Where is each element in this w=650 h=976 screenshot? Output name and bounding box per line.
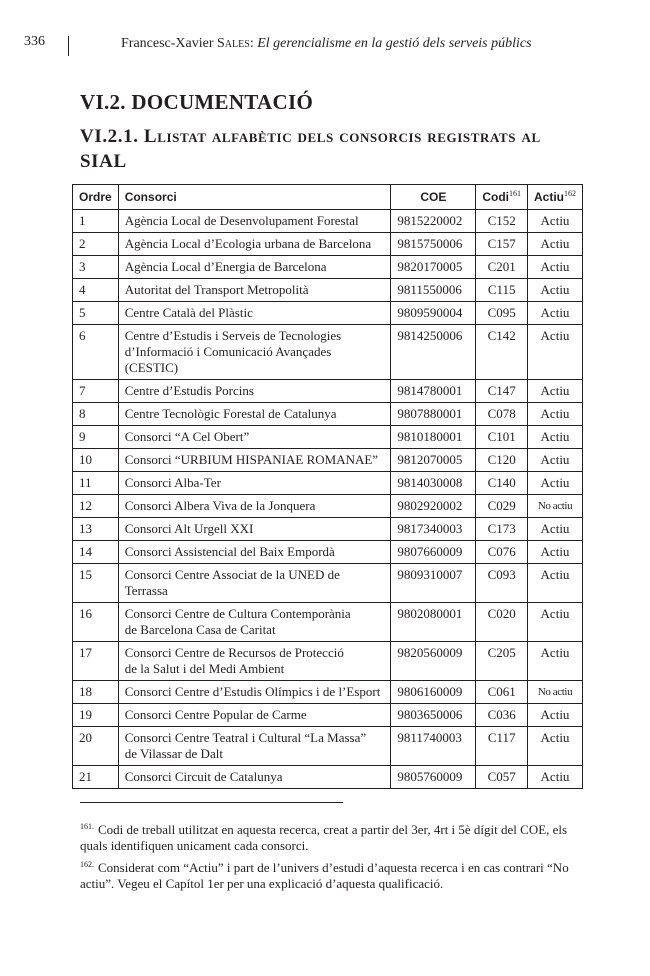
consorci-name-line-1: Agència Local d’Energia de Barcelona bbox=[124, 259, 327, 274]
table-row bbox=[73, 279, 583, 302]
cell-ordre: 3 bbox=[73, 256, 119, 279]
cell-ordre: 11 bbox=[73, 472, 119, 495]
cell-codi: C142 bbox=[476, 325, 528, 380]
book-title: El gerencialisme en la gestió dels serveis públics bbox=[257, 36, 532, 51]
cell-consorci bbox=[118, 256, 391, 279]
author-first-name: Francesc-Xavier bbox=[121, 36, 218, 51]
footnote-text: Considerat com “Actiu” i part de l’univers d’estudi d’aquesta recerca i en cas contrari “No actiu”. Vegeu el Capítol 1er per una explicació d’aquesta qualificació. bbox=[80, 860, 569, 891]
cell-consorci bbox=[118, 449, 391, 472]
running-head bbox=[121, 36, 532, 52]
footnote-162 bbox=[80, 860, 580, 892]
cell-coe: 9809310007 bbox=[391, 564, 476, 603]
cell-coe: 9809590004 bbox=[391, 302, 476, 325]
table-row bbox=[73, 495, 583, 518]
cell-codi: C057 bbox=[476, 766, 528, 789]
cell-consorci bbox=[118, 541, 391, 564]
cell-actiu: Actiu bbox=[528, 518, 583, 541]
consorci-name-line-1: Consorci Centre Popular de Carme bbox=[124, 707, 307, 722]
consorci-name-line-1: Consorci Centre de Cultura Contemporània bbox=[124, 606, 351, 621]
table-row bbox=[73, 704, 583, 727]
consorci-name-line-1: Consorci Alba-Ter bbox=[124, 475, 221, 490]
table-row bbox=[73, 426, 583, 449]
cell-coe: 9802080001 bbox=[391, 603, 476, 642]
cell-consorci bbox=[118, 302, 391, 325]
cell-actiu: Actiu bbox=[528, 472, 583, 495]
cell-actiu: Actiu bbox=[528, 233, 583, 256]
cell-actiu: Actiu bbox=[528, 380, 583, 403]
cell-actiu: Actiu bbox=[528, 256, 583, 279]
table-row bbox=[73, 472, 583, 495]
page-number: 336 bbox=[24, 34, 45, 49]
cell-codi: C120 bbox=[476, 449, 528, 472]
cell-actiu: Actiu bbox=[528, 403, 583, 426]
cell-actiu: Actiu bbox=[528, 541, 583, 564]
cell-coe: 9814030008 bbox=[391, 472, 476, 495]
cell-consorci bbox=[118, 603, 391, 642]
consorci-name-line-1: Consorci Circuit de Catalunya bbox=[124, 769, 283, 784]
cell-coe: 9802920002 bbox=[391, 495, 476, 518]
cell-actiu: Actiu bbox=[528, 279, 583, 302]
header-coe: COE bbox=[391, 185, 476, 210]
cell-ordre: 6 bbox=[73, 325, 119, 380]
cell-coe: 9811740003 bbox=[391, 727, 476, 766]
header-actiu-label: Actiu bbox=[534, 190, 564, 204]
cell-codi: C205 bbox=[476, 642, 528, 681]
table-row bbox=[73, 518, 583, 541]
cell-codi: C117 bbox=[476, 727, 528, 766]
cell-ordre: 20 bbox=[73, 727, 119, 766]
consorci-name-line-1: Autoritat del Transport Metropolità bbox=[124, 282, 309, 297]
cell-coe: 9807880001 bbox=[391, 403, 476, 426]
cell-actiu: No actiu bbox=[528, 495, 583, 518]
cell-coe: 9803650006 bbox=[391, 704, 476, 727]
cell-ordre: 17 bbox=[73, 642, 119, 681]
header-divider bbox=[68, 36, 70, 56]
cell-coe: 9812070005 bbox=[391, 449, 476, 472]
cell-codi: C152 bbox=[476, 210, 528, 233]
cell-consorci bbox=[118, 233, 391, 256]
table-row bbox=[73, 766, 583, 789]
cell-ordre: 1 bbox=[73, 210, 119, 233]
consorci-name-line-1: Centre d’Estudis i Serveis de Tecnologies bbox=[124, 328, 342, 343]
cell-ordre: 8 bbox=[73, 403, 119, 426]
cell-codi: C173 bbox=[476, 518, 528, 541]
cell-consorci bbox=[118, 403, 391, 426]
cell-coe: 9805760009 bbox=[391, 766, 476, 789]
table-row bbox=[73, 325, 583, 380]
cell-codi: C078 bbox=[476, 403, 528, 426]
consorci-name-line-1: Consorci Centre Associat de la UNED de Terrassa bbox=[124, 567, 340, 598]
table-row bbox=[73, 564, 583, 603]
consorci-name-line-1: Consorci Assistencial del Baix Empordà bbox=[124, 544, 335, 559]
footnote-number: 161. bbox=[80, 821, 94, 831]
cell-consorci bbox=[118, 727, 391, 766]
cell-actiu: Actiu bbox=[528, 642, 583, 681]
cell-ordre: 21 bbox=[73, 766, 119, 789]
cell-codi: C147 bbox=[476, 380, 528, 403]
consorci-name-line-2: de la Salut i del Medi Ambient bbox=[124, 661, 285, 676]
cell-coe: 9820560009 bbox=[391, 642, 476, 681]
cell-consorci bbox=[118, 681, 391, 704]
cell-coe: 9807660009 bbox=[391, 541, 476, 564]
section-title: VI.2. DOCUMENTACIÓ bbox=[80, 90, 314, 114]
table-row bbox=[73, 449, 583, 472]
cell-ordre: 19 bbox=[73, 704, 119, 727]
cell-ordre: 4 bbox=[73, 279, 119, 302]
cell-codi: C157 bbox=[476, 233, 528, 256]
cell-actiu: Actiu bbox=[528, 564, 583, 603]
cell-actiu: Actiu bbox=[528, 766, 583, 789]
subsection-title bbox=[80, 124, 550, 174]
table-row bbox=[73, 210, 583, 233]
footnote-divider bbox=[80, 802, 343, 803]
cell-codi: C020 bbox=[476, 603, 528, 642]
consorci-name-line-1: Consorci Alt Urgell XXI bbox=[124, 521, 254, 536]
cell-coe: 9810180001 bbox=[391, 426, 476, 449]
footnote-ref-161[interactable]: 161 bbox=[509, 189, 521, 198]
cell-actiu: Actiu bbox=[528, 210, 583, 233]
cell-coe: 9811550006 bbox=[391, 279, 476, 302]
header-codi bbox=[476, 185, 528, 210]
cell-consorci bbox=[118, 704, 391, 727]
cell-codi: C029 bbox=[476, 495, 528, 518]
consorci-name-line-2: d’Informació i Comunicació Avançades (CESTIC) bbox=[124, 344, 332, 375]
cell-actiu: Actiu bbox=[528, 704, 583, 727]
footnote-number: 162. bbox=[80, 859, 94, 869]
cell-ordre: 13 bbox=[73, 518, 119, 541]
consorci-name-line-1: Consorci Centre de Recursos de Protecció bbox=[124, 645, 344, 660]
cell-codi: C115 bbox=[476, 279, 528, 302]
table-row bbox=[73, 541, 583, 564]
subsection-title-text: VI.2.1. Llistat alfabètic dels consorcis registrats al SIAL bbox=[80, 126, 541, 172]
table-row bbox=[73, 642, 583, 681]
consortia-table bbox=[72, 184, 583, 789]
cell-ordre: 7 bbox=[73, 380, 119, 403]
table-row bbox=[73, 302, 583, 325]
table-row bbox=[73, 727, 583, 766]
cell-ordre: 5 bbox=[73, 302, 119, 325]
cell-coe: 9814250006 bbox=[391, 325, 476, 380]
cell-consorci bbox=[118, 380, 391, 403]
cell-actiu: Actiu bbox=[528, 426, 583, 449]
consorci-name-line-1: Consorci Centre Teatral i Cultural “La Massa” bbox=[124, 730, 367, 745]
cell-actiu: Actiu bbox=[528, 727, 583, 766]
footnote-text: Codi de treball utilitzat en aquesta recerca, creat a partir del 3er, 4rt i 5è dígit del COE, els quals identifiquen unicament cada consorci. bbox=[80, 822, 568, 853]
cell-consorci bbox=[118, 518, 391, 541]
cell-codi: C061 bbox=[476, 681, 528, 704]
cell-codi: C076 bbox=[476, 541, 528, 564]
table-row bbox=[73, 256, 583, 279]
cell-coe: 9814780001 bbox=[391, 380, 476, 403]
header-actiu bbox=[528, 185, 583, 210]
cell-ordre: 16 bbox=[73, 603, 119, 642]
consorci-name-line-1: Centre Català del Plàstic bbox=[124, 305, 253, 320]
cell-coe: 9806160009 bbox=[391, 681, 476, 704]
cell-actiu: Actiu bbox=[528, 325, 583, 380]
cell-coe: 9817340003 bbox=[391, 518, 476, 541]
cell-codi: C093 bbox=[476, 564, 528, 603]
cell-codi: C201 bbox=[476, 256, 528, 279]
consorci-name-line-2: de Barcelona Casa de Caritat bbox=[124, 622, 276, 637]
cell-consorci bbox=[118, 472, 391, 495]
table-row bbox=[73, 380, 583, 403]
table-header-row bbox=[73, 185, 583, 210]
cell-consorci bbox=[118, 210, 391, 233]
cell-codi: C140 bbox=[476, 472, 528, 495]
footnote-161 bbox=[80, 822, 580, 854]
cell-ordre: 15 bbox=[73, 564, 119, 603]
cell-consorci bbox=[118, 495, 391, 518]
cell-consorci bbox=[118, 426, 391, 449]
cell-consorci bbox=[118, 325, 391, 380]
consorci-name-line-1: Consorci Albera Viva de la Jonquera bbox=[124, 498, 316, 513]
consorci-name-line-1: Centre Tecnològic Forestal de Catalunya bbox=[124, 406, 337, 421]
cell-actiu: No actiu bbox=[528, 681, 583, 704]
cell-codi: C036 bbox=[476, 704, 528, 727]
table-row bbox=[73, 233, 583, 256]
cell-codi: C101 bbox=[476, 426, 528, 449]
footnote-ref-162[interactable]: 162 bbox=[564, 189, 576, 198]
header-ordre: Ordre bbox=[73, 185, 119, 210]
consorci-name-line-1: Consorci Centre d’Estudis Olímpics i de l’Esport bbox=[124, 684, 381, 699]
consorci-name-line-2: de Vilassar de Dalt bbox=[124, 746, 223, 761]
consorci-name-line-1: Agència Local de Desenvolupament Forestal bbox=[124, 213, 359, 228]
cell-consorci bbox=[118, 766, 391, 789]
consorci-name-line-1: Consorci “URBIUM HISPANIAE ROMANAE” bbox=[124, 452, 379, 467]
table-row bbox=[73, 403, 583, 426]
cell-ordre: 12 bbox=[73, 495, 119, 518]
cell-actiu: Actiu bbox=[528, 603, 583, 642]
author-last-name: Sales bbox=[217, 36, 250, 51]
cell-coe: 9820170005 bbox=[391, 256, 476, 279]
cell-coe: 9815750006 bbox=[391, 233, 476, 256]
cell-ordre: 10 bbox=[73, 449, 119, 472]
cell-ordre: 9 bbox=[73, 426, 119, 449]
consorci-name-line-1: Centre d’Estudis Porcins bbox=[124, 383, 254, 398]
cell-consorci bbox=[118, 642, 391, 681]
cell-consorci bbox=[118, 279, 391, 302]
cell-ordre: 14 bbox=[73, 541, 119, 564]
cell-ordre: 18 bbox=[73, 681, 119, 704]
cell-consorci bbox=[118, 564, 391, 603]
cell-actiu: Actiu bbox=[528, 302, 583, 325]
table-body bbox=[73, 210, 583, 789]
consorci-name-line-1: Consorci “A Cel Obert” bbox=[124, 429, 250, 444]
cell-coe: 9815220002 bbox=[391, 210, 476, 233]
header-codi-label: Codi bbox=[482, 190, 509, 204]
header-consorci: Consorci bbox=[118, 185, 391, 210]
cell-codi: C095 bbox=[476, 302, 528, 325]
author-colon: : bbox=[249, 36, 258, 51]
cell-actiu: Actiu bbox=[528, 449, 583, 472]
consorci-name-line-1: Agència Local d’Ecologia urbana de Barcelona bbox=[124, 236, 372, 251]
cell-ordre: 2 bbox=[73, 233, 119, 256]
table-row bbox=[73, 603, 583, 642]
table-row bbox=[73, 681, 583, 704]
